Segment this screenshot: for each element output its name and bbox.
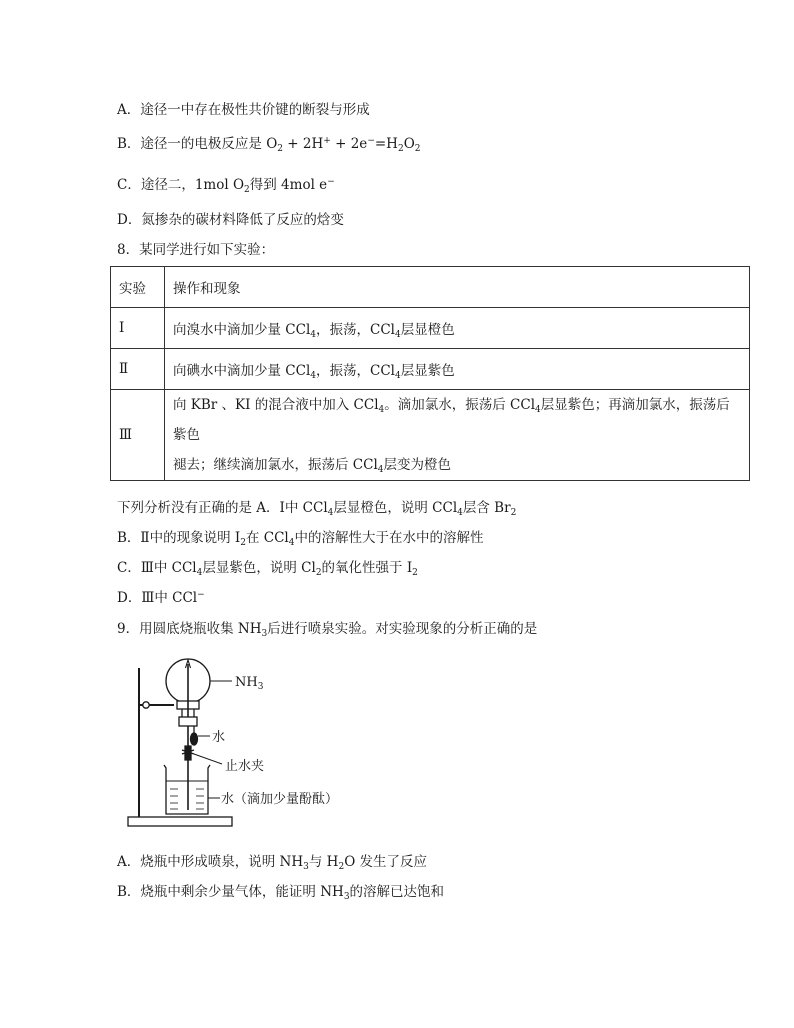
row-id: Ⅰ [111, 308, 165, 349]
q9-option-b: B．烧瓶中剩余少量气体，能证明 $NH_3$的溶解已达饱和 [117, 884, 445, 902]
row-content: 向 KBr 、KI 的混合液中加入 CCl$_4$。滴加氯水，振荡后 CCl$_4$层显紫色；再滴加氯水，振荡后紫色 褪去；继续滴加氯水，振荡后 CCl$_4$层变为橙色 [165, 390, 750, 481]
q8-stem: 8．某同学进行如下实验： [117, 242, 275, 258]
table-row [111, 308, 750, 349]
q9-option-a: A．烧瓶中形成喷泉，说明 $NH_3$与 $H_2O$ 发生了反应 [117, 854, 428, 872]
label-water: 水 [212, 730, 226, 745]
header-experiment: 实验 [111, 267, 165, 308]
stopper [179, 717, 197, 726]
experiment-table [110, 266, 750, 481]
q8-option-c: C．Ⅲ中 CCl$_4$层显紫色，说明 $Cl_2$的氧化性强于 $I_2$ [117, 560, 418, 578]
table-header-row [111, 267, 750, 308]
label-nh3: $NH_3$ [235, 675, 264, 692]
stand-base [128, 817, 232, 826]
q8-option-b: B．Ⅱ中的现象说明 $I_2$在 CCl$_4$中的溶解性大于在水中的溶解性 [117, 530, 484, 548]
q9-stem: 9．用圆底烧瓶收集 $NH_3$后进行喷泉实验。对实验现象的分析正确的是 [117, 621, 538, 639]
label-beaker-water: 水（滴加少量酚酞） [221, 792, 339, 807]
fountain-apparatus-figure [124, 650, 374, 832]
row-content: 向碘水中滴加少量 CCl$_4$，振荡，CCl$_4$层显紫色 [165, 349, 750, 390]
q8-option-a: 下列分析没有正确的是 A．Ⅰ中 CCl$_4$层显橙色，说明 CCl$_4$层含 $Br_2$ [117, 500, 517, 518]
label-clamp: 止水夹 [225, 759, 265, 774]
q7-option-a: A．途径一中存在极性共价键的断裂与形成 [117, 102, 370, 118]
q7-option-b: B．途径一的电极反应是 $O_2 + 2H^+ + 2e^-=H_2O_2$ [117, 136, 421, 154]
header-operation: 操作和现象 [165, 267, 750, 308]
q8-option-d: D．Ⅲ中 CCl$_-$ [117, 590, 205, 606]
q7-option-c: C．途径二，1mol $O_2$得到 4mol e− [117, 177, 335, 195]
q7-option-d: D．氮掺杂的碳材料降低了反应的焓变 [117, 212, 344, 228]
row-content: 向溴水中滴加少量 CCl$_4$，振荡，CCl$_4$层显橙色 [165, 308, 750, 349]
table-row [111, 349, 750, 390]
beaker [164, 765, 210, 814]
row-id: Ⅲ [111, 390, 165, 481]
row-id: Ⅱ [111, 349, 165, 390]
table-row [111, 390, 750, 481]
